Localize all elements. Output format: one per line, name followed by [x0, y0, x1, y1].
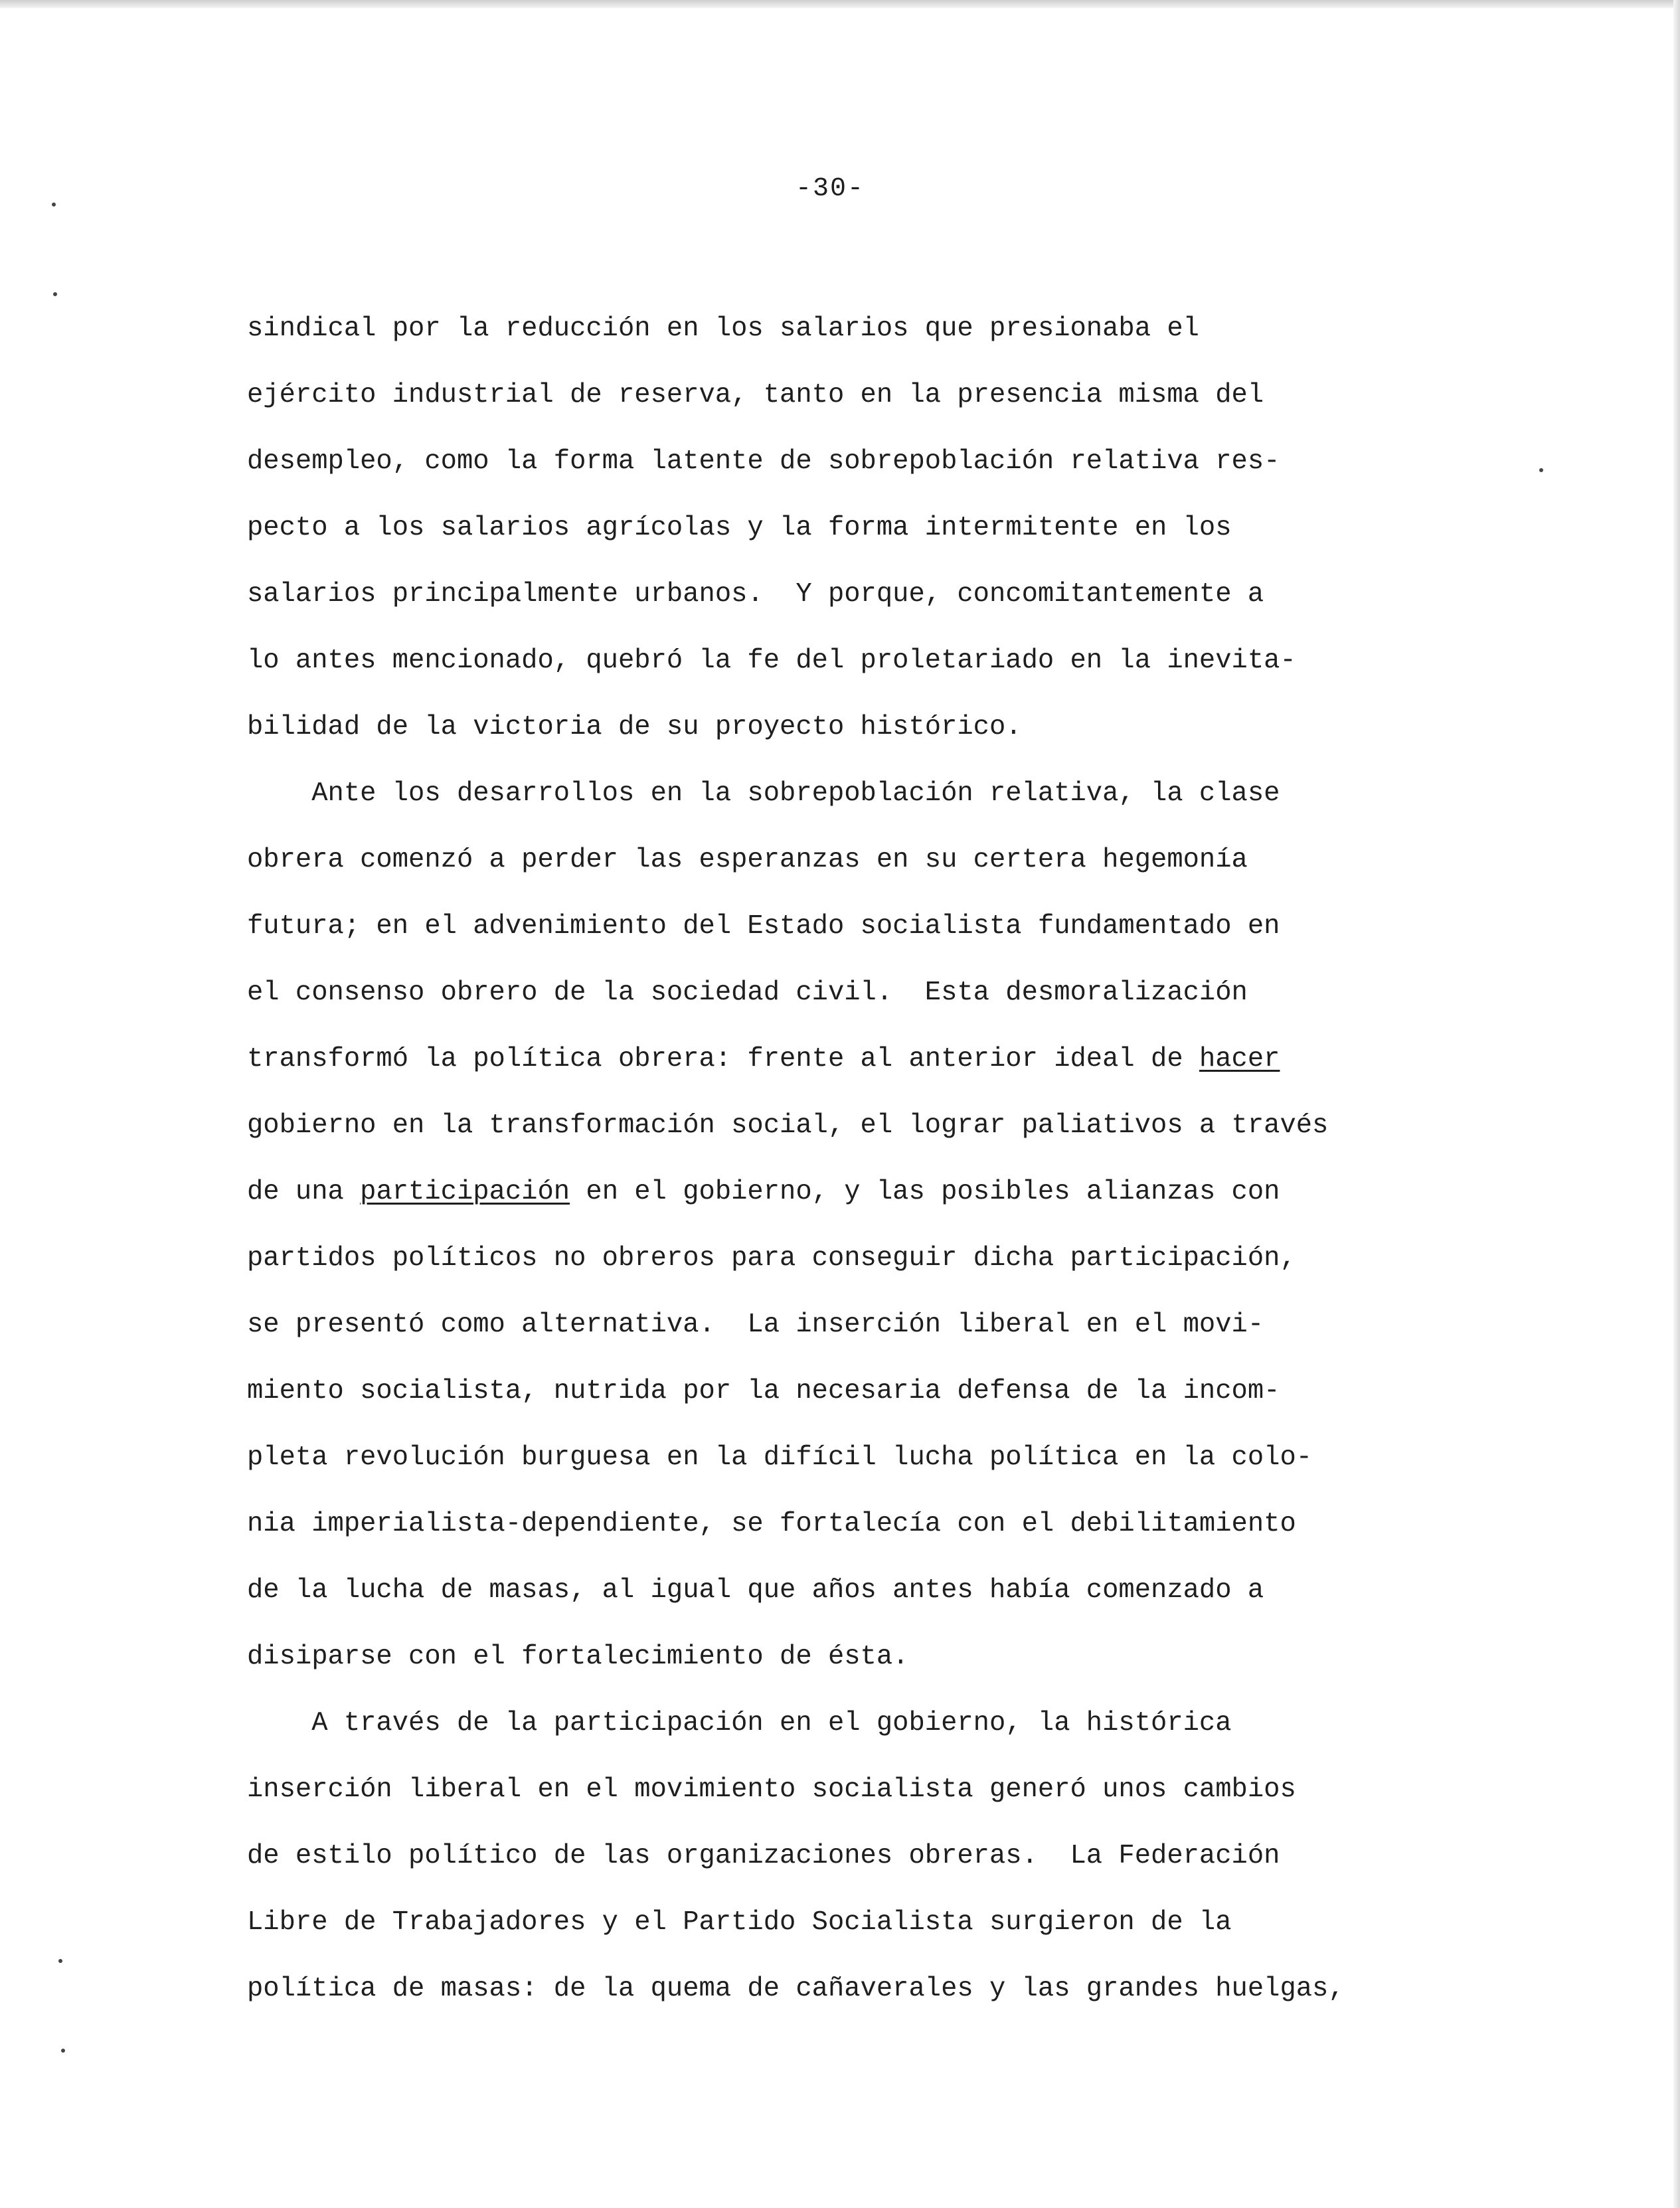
text-line: [247, 1969, 1575, 2035]
scan-right-edge: [1673, 0, 1680, 2208]
text-segment: en el gobierno, y las posibles alianzas con: [570, 1177, 1280, 1207]
text-line: [247, 641, 1575, 707]
text-segment: gobierno en la transformación social, el lograr paliativos a través: [247, 1110, 1329, 1141]
text-line: [247, 442, 1575, 508]
scan-speck: [53, 292, 57, 296]
text-segment: disiparse con el fortalecimiento de ésta.: [247, 1642, 909, 1672]
text-segment: pecto a los salarios agrícolas y la forma intermitente en los: [247, 513, 1232, 543]
text-segment: de estilo político de las organizaciones obreras. La Federación: [247, 1841, 1280, 1871]
text-line: [247, 1836, 1575, 1903]
text-segment: desempleo, como la forma latente de sobrepoblación relativa res-: [247, 446, 1280, 477]
text-segment: política de masas: de la quema de cañaverales y las grandes huelgas,: [247, 1974, 1345, 2004]
text-segment: transformó la política obrera: frente al anterior ideal de: [247, 1044, 1199, 1074]
scan-speck: [58, 1959, 62, 1963]
text-line: [247, 1106, 1575, 1172]
text-segment: ejército industrial de reserva, tanto en la presencia misma del: [247, 380, 1264, 410]
underlined-text: hacer: [1199, 1044, 1280, 1074]
text-line: [247, 1371, 1575, 1438]
text-segment: salarios principalmente urbanos. Y porque, concomitantemente a: [247, 579, 1264, 610]
text-segment: Ante los desarrollos en la sobrepoblación relativa, la clase: [247, 778, 1280, 809]
text-line: [247, 1504, 1575, 1571]
text-line: [247, 1703, 1575, 1770]
text-segment: nia imperialista-dependiente, se fortalecía con el debilitamiento: [247, 1509, 1296, 1539]
text-segment: sindical por la reducción en los salarios que presionaba el: [247, 313, 1199, 344]
text-line: [247, 1305, 1575, 1371]
text-line: [247, 1903, 1575, 1969]
text-line: [247, 1172, 1575, 1238]
text-line: [247, 1571, 1575, 1637]
scan-speck: [61, 2049, 65, 2053]
text-line: [247, 1438, 1575, 1504]
text-segment: futura; en el advenimiento del Estado socialista fundamentado en: [247, 911, 1280, 942]
text-segment: A través de la participación en el gobierno, la histórica: [247, 1708, 1232, 1739]
text-segment: de una: [247, 1177, 361, 1207]
text-line: [247, 1770, 1575, 1836]
text-line: [247, 1238, 1575, 1305]
scan-speck: [52, 203, 56, 207]
scan-speck: [1539, 468, 1543, 472]
text-segment: partidos políticos no obreros para conseguir dicha participación,: [247, 1243, 1296, 1274]
body-text: [247, 309, 1575, 2035]
text-segment: obrera comenzó a perder las esperanzas en su certera hegemonía: [247, 845, 1248, 875]
text-segment: el consenso obrero de la sociedad civil. Esta desmoralización: [247, 977, 1248, 1008]
text-segment: de la lucha de masas, al igual que años antes había comenzado a: [247, 1575, 1264, 1606]
text-segment: bilidad de la victoria de su proyecto histórico.: [247, 712, 1022, 742]
underlined-text: participación: [360, 1177, 570, 1207]
text-segment: lo antes mencionado, quebró la fe del proletariado en la inevita-: [247, 645, 1296, 676]
text-segment: miento socialista, nutrida por la necesaria defensa de la incom-: [247, 1376, 1280, 1406]
page-number: -30-: [795, 174, 865, 204]
text-line: [247, 375, 1575, 442]
text-line: [247, 309, 1575, 375]
text-segment: pleta revolución burguesa en la difícil lucha política en la colo-: [247, 1442, 1313, 1473]
text-line: [247, 508, 1575, 574]
scan-top-edge: [0, 0, 1680, 8]
text-line: [247, 774, 1575, 840]
text-line: [247, 574, 1575, 641]
text-line: [247, 906, 1575, 973]
text-line: [247, 840, 1575, 906]
text-line: [247, 1039, 1575, 1106]
text-line: [247, 973, 1575, 1039]
text-segment: Libre de Trabajadores y el Partido Socialista surgieron de la: [247, 1907, 1232, 1938]
text-segment: se presentó como alternativa. La inserción liberal en el movi-: [247, 1310, 1264, 1340]
text-line: [247, 707, 1575, 774]
text-segment: inserción liberal en el movimiento socialista generó unos cambios: [247, 1774, 1296, 1805]
text-line: [247, 1637, 1575, 1703]
